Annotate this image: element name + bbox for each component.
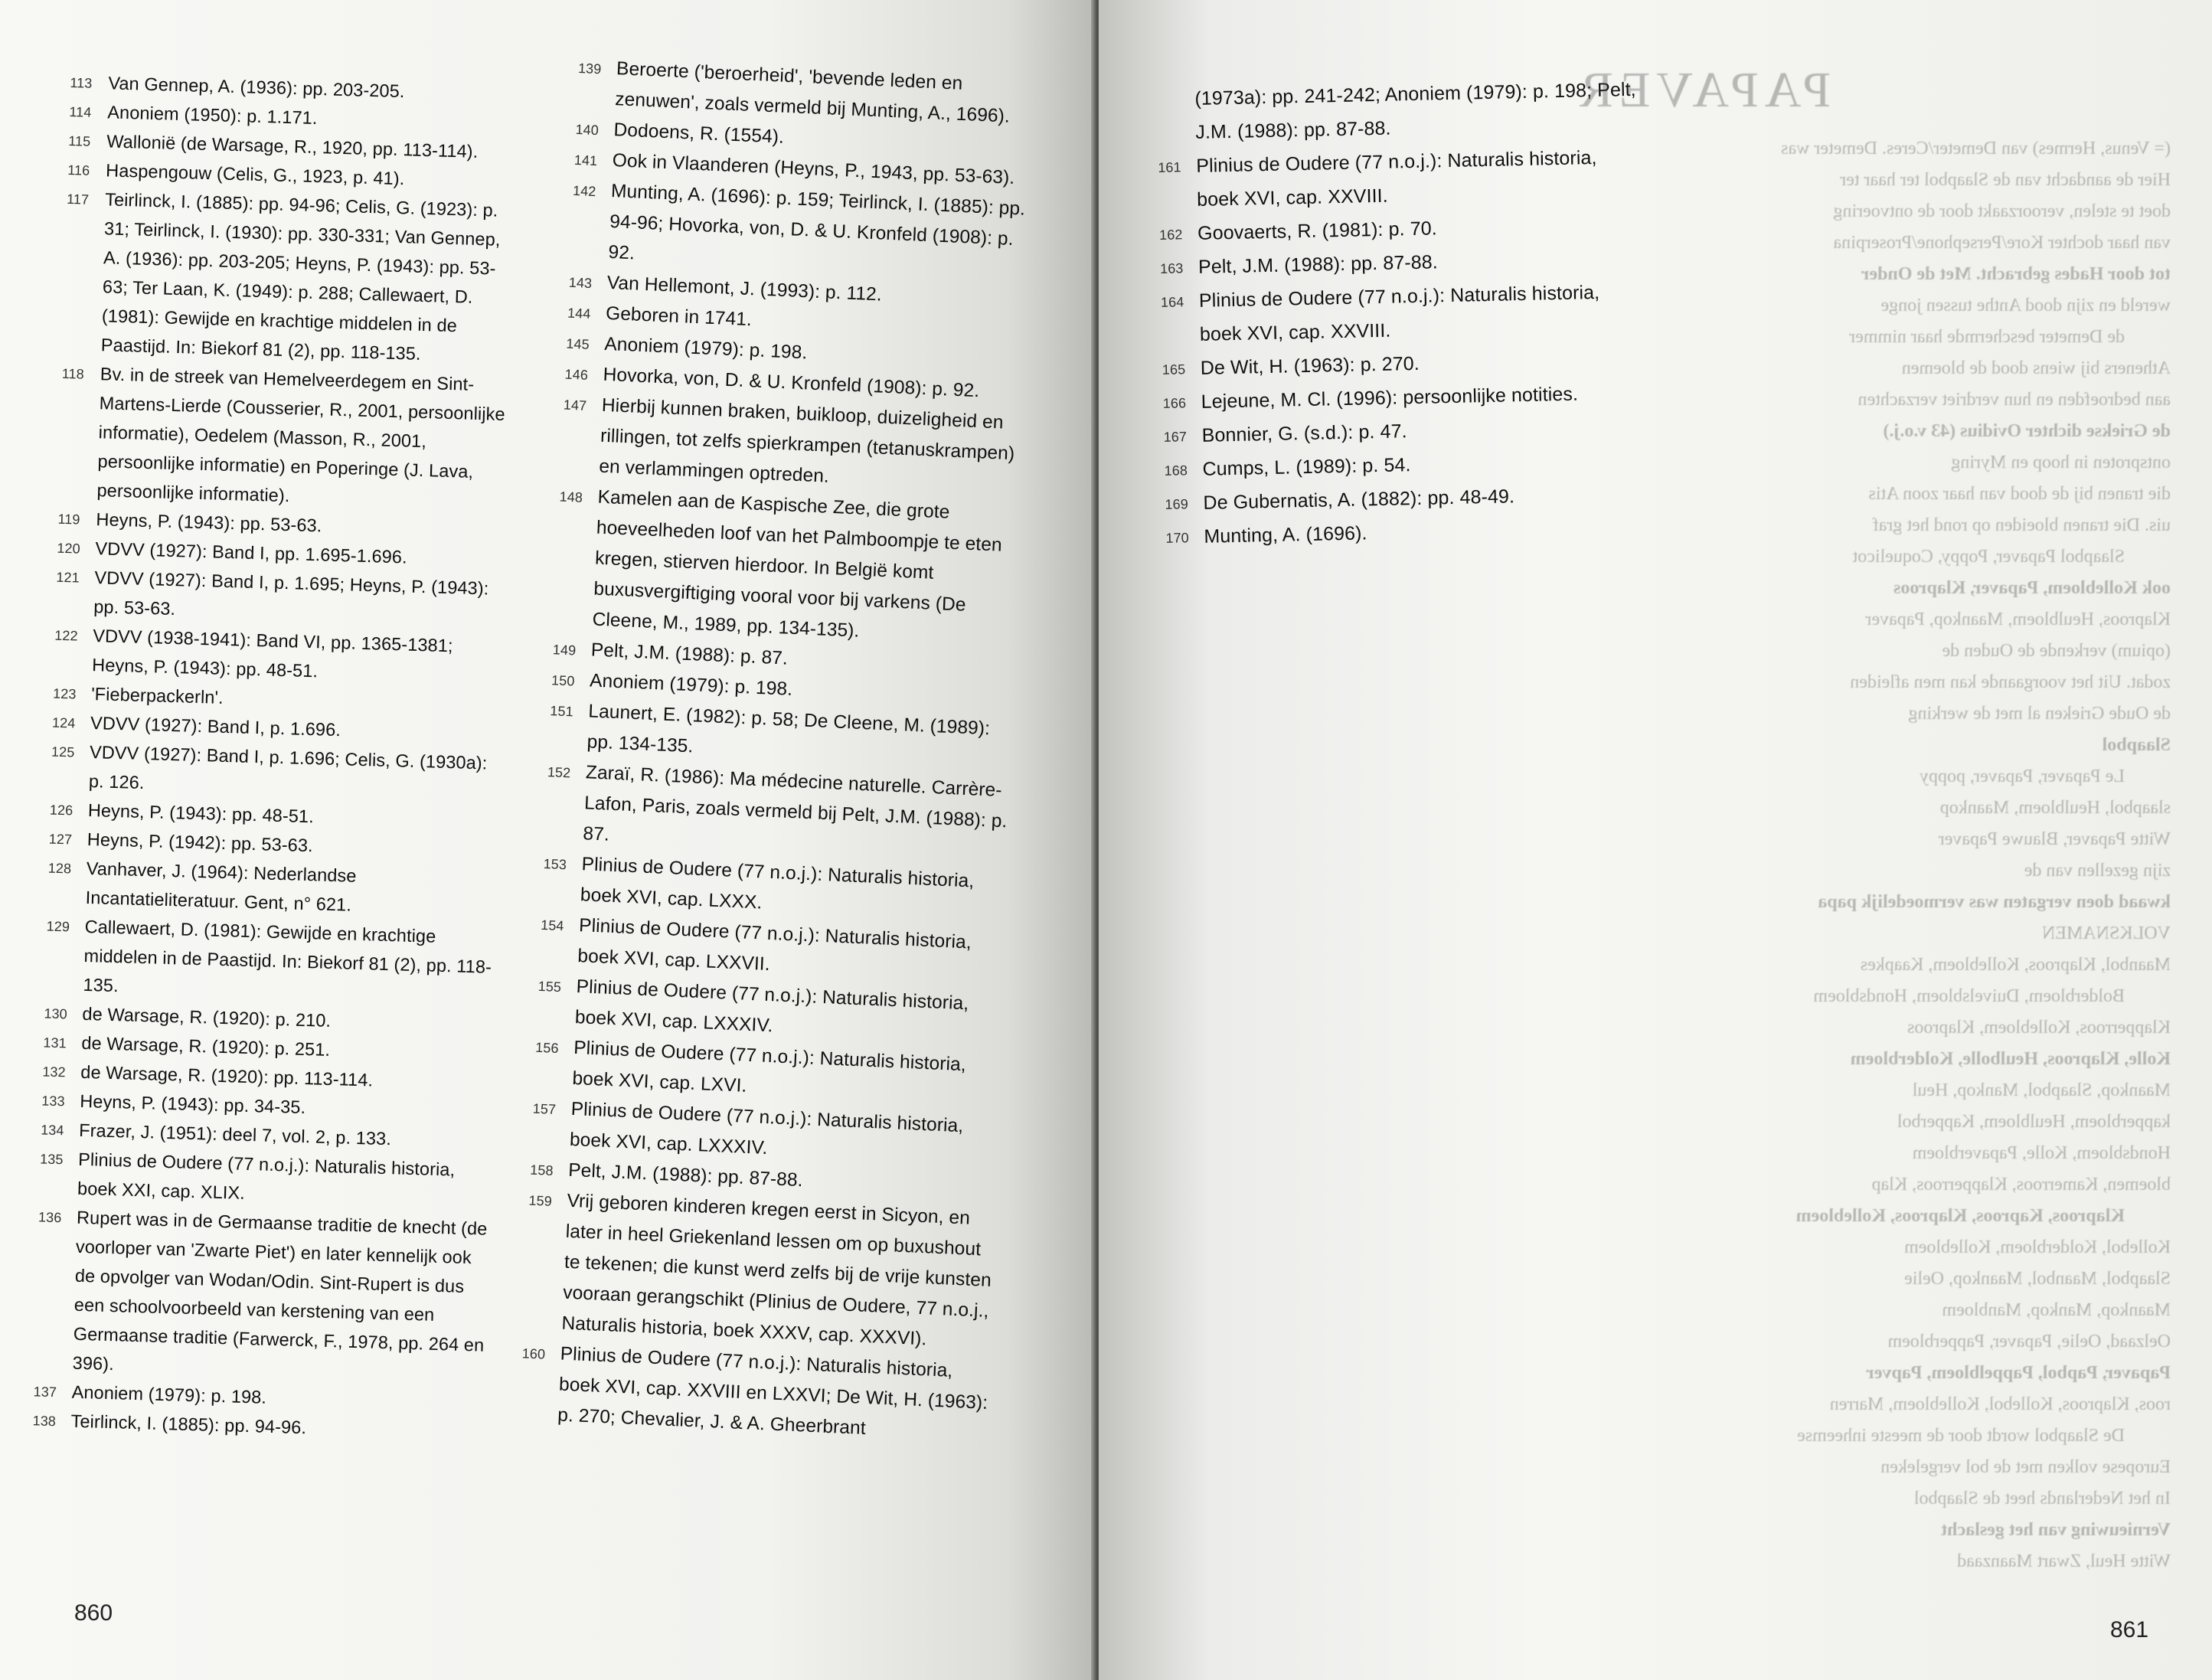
endnote-number: 132 — [42, 1064, 66, 1080]
endnote-text: Plinius de Oudere (77 n.o.j.): Naturalis historia, boek XVI, cap. LXVI. — [571, 1037, 967, 1097]
show-through-line: Hier de aandacht van de Slaapbol ter haar ter — [1840, 170, 2171, 190]
endnote-number: 114 — [69, 103, 92, 120]
endnote-number: 141 — [573, 152, 598, 169]
show-through-line: Maanbol, Klaproos, Kollebloem, Kaapkes — [1860, 955, 2171, 975]
endnote-number: 127 — [48, 831, 73, 848]
show-through-line: Hondsbloem, Kolle, Papaverbloem — [1912, 1143, 2171, 1163]
show-through-line: De Slaapbol wordt door de meeste inheemse — [1797, 1426, 2125, 1446]
endnote-number: 149 — [552, 642, 577, 659]
page-number-right: 861 — [2110, 1617, 2149, 1642]
endnote-text: Lejeune, M. Cl. (1996): persoonlijke notities. — [1201, 383, 1579, 413]
endnote-text: Goovaerts, R. (1981): p. 70. — [1197, 217, 1438, 244]
endnotes-column-2 — [518, 52, 1049, 1450]
show-through-line: Slaapbol — [2102, 735, 2171, 755]
endnote-number: 146 — [564, 366, 589, 383]
endnote-text: Plinius de Oudere (77 n.o.j.): Naturalis historia, boek XVI, cap. LXXX. — [580, 854, 975, 914]
endnote-text: Haspengouw (Celis, G., 1923, p. 41). — [105, 160, 405, 189]
endnote-text: Van Gennep, A. (1936): pp. 203-205. — [108, 73, 405, 102]
show-through-line: zijn gezellen van de — [2024, 861, 2171, 881]
show-through-line: Europese volken met de bol vergeleken — [1880, 1457, 2171, 1477]
endnote-number: 128 — [47, 860, 72, 877]
endnote-number: 139 — [577, 60, 602, 77]
endnote-text: Zaraï, R. (1986): Ma médecine naturelle. Carrère-Lafon, Paris, zoals vermeld bij Pelt, J.M. (1988): p. 87. — [582, 762, 1008, 845]
endnote-text: VDVV (1927): Band I, pp. 1.695-1.696. — [95, 538, 408, 567]
endnote-item — [58, 358, 514, 516]
endnote-text: VDVV (1927): Band I, p. 1.695; Heyns, P. (1943): pp. 53-63. — [93, 567, 489, 619]
show-through-line: Klaproos, Heulbloem, Maankop, Papaver — [1865, 610, 2171, 629]
show-through-line: wereld en zijn dood Anthe tussen jonge — [1880, 296, 2171, 315]
endnote-text: Callewaert, D. (1981): Gewijde en krachtige middelen in de Paastijd. In: Biekorf 81 (2), pp. 118-135. — [83, 916, 492, 996]
endnote-item — [1156, 73, 1640, 150]
show-through-line: Maankop, Mankop, Manbloem — [1942, 1300, 2171, 1320]
endnote-number: 126 — [49, 802, 74, 819]
endnote-number: 150 — [551, 672, 575, 689]
endnote-number: 129 — [46, 918, 70, 935]
endnote-text: Hovorka, von, D. & U. Kronfeld (1908): p. 92. — [603, 364, 980, 402]
endnote-number: 157 — [532, 1100, 557, 1117]
endnote-number: 160 — [521, 1345, 546, 1362]
endnote-text: Teirlinck, I. (1885): pp. 94-96; Celis, G. (1923): p. 31; Teirlinck, I. (1930): pp. 330-331; Van Gennep, A. (1936): pp. 203-205; Heyns, P. (1943): pp. 53-63; Ter Laan, K. (1949): p. 288; Callewaert, D. (1981): Gewijde en krachtige middelen in de Paastijd. In: Biekorf 81 (2), pp. 118-135. — [100, 189, 501, 364]
show-through-line: Kollebol, Kolderbloem, Kollebloem — [1904, 1237, 2171, 1257]
endnote-text: VDVV (1938-1941): Band VI, pp. 1365-1381; Heyns, P. (1943): pp. 48-51. — [91, 626, 453, 681]
endnote-text: Plinius de Oudere (77 n.o.j.): Naturalis historia, boek XVI, cap. LXXXIV. — [569, 1098, 964, 1159]
endnote-number: 168 — [1164, 462, 1188, 479]
endnote-number: 121 — [56, 569, 80, 586]
endnote-text: Bv. in de streek van Hemelveerdegem en Sint-Martens-Lierde (Cousserier, R., 2001, persoonlijke informatie), Oedelem (Masson, R., 2001, persoonlijke informatie) en Poperinge (J. Lava, persoonlijke informatie). — [96, 364, 506, 506]
show-through-line: doet te stelen, veroorzaakt door de ontvoering — [1833, 201, 2171, 221]
endnote-item — [62, 184, 518, 371]
page-number-left: 860 — [74, 1600, 113, 1626]
endnote-text: Anoniem (1950): p. 1.171. — [107, 102, 318, 129]
endnote-number: 154 — [540, 917, 564, 934]
show-through-line: Oelzaad, Oelie, Papaver, Papperbloem — [1887, 1332, 2171, 1352]
show-through-line: ook Kollebloem, Papaver, Klaproos — [1893, 578, 2171, 598]
show-through-line: Maankop, Slaapbol, Mankop, Heul — [1912, 1080, 2171, 1100]
show-through-line: uis. Die tranen bloeiden op rond het graf — [1872, 515, 2171, 535]
endnotes-column-1 — [32, 67, 522, 1447]
left-page — [0, 0, 1095, 1680]
show-through-line: ontsproten in hoop en Myring — [1951, 453, 2171, 472]
endnote-item — [554, 480, 1031, 654]
endnote-item — [523, 1185, 1000, 1358]
endnote-number: 123 — [52, 685, 77, 702]
endnote-text: Vanhaver, J. (1964): Nederlandse Incantatieliteratuur. Gent, n° 621. — [85, 858, 357, 915]
endnote-text: Frazer, J. (1951): deel 7, vol. 2, p. 133. — [78, 1119, 392, 1149]
endnote-number: 122 — [54, 627, 78, 644]
endnote-text: de Warsage, R. (1920): p. 210. — [82, 1003, 332, 1031]
endnote-text: Plinius de Oudere (77 n.o.j.): Naturalis historia, boek XVI, cap. LXXXIV. — [574, 976, 969, 1037]
show-through-line: roos, Klaproos, Kollebol, Kollebloem, Marren — [1829, 1394, 2171, 1414]
endnote-number: 159 — [528, 1192, 553, 1209]
endnote-number: 138 — [32, 1413, 57, 1430]
show-through-line: tot door Hades gebracht. Met de Onder — [1861, 264, 2171, 284]
endnote-text: VDVV (1927): Band I, p. 1.696. — [90, 713, 341, 740]
endnote-text: VDVV (1927): Band I, p. 1.696; Celis, G. (1930a): p. 126. — [88, 742, 488, 793]
endnote-text: Dodoens, R. (1554). — [613, 119, 785, 148]
show-through-lines — [1573, 133, 2171, 1577]
endnote-text: De Wit, H. (1963): p. 270. — [1200, 352, 1420, 379]
endnote-text: Beroerte ('beroerheid', 'bevende leden en zenuwen', zoals vermeld bij Munting, A., 1696). — [614, 58, 1011, 127]
endnote-text: Heyns, P. (1943): pp. 34-35. — [79, 1090, 306, 1118]
endnote-number: 165 — [1162, 361, 1186, 378]
endnote-text: Cumps, L. (1989): p. 54. — [1202, 454, 1411, 480]
endnote-text: Vrij geboren kinderen kregen eerst in Sicyon, en later in heel Griekenland lessen om op buxushout te tekenen; die kunst werd zelfs bij de vrije kunsten vooraan gerangschikt (Plinius de Oudere, 77 n.o.j., Naturalis historia, boek XXXV, cap. XXXVI). — [560, 1190, 992, 1350]
endnote-number: 162 — [1158, 227, 1183, 243]
show-through-line: de Oude Grieken al met de werking — [1908, 704, 2171, 724]
endnote-number: 125 — [51, 744, 75, 760]
endnote-number: 155 — [537, 978, 562, 995]
endnote-number: 135 — [39, 1151, 64, 1168]
endnote-number: 119 — [57, 511, 80, 528]
endnote-text: Geboren in 1741. — [605, 302, 753, 331]
endnote-number: 147 — [563, 397, 587, 413]
show-through-line: Atheners bij wiens dood de bloemen — [1901, 358, 2171, 378]
endnote-text: Launert, E. (1982): p. 58; De Cleene, M. (1989): pp. 134-135. — [586, 701, 991, 757]
endnote-number: 142 — [572, 182, 596, 200]
endnote-number: 115 — [68, 132, 91, 149]
endnote-number: 170 — [1165, 530, 1190, 546]
endnote-text: Plinius de Oudere (77 n.o.j.): Naturalis historia, boek XVI, cap. LXXVII. — [577, 915, 972, 976]
endnote-text: Hierbij kunnen braken, buikloop, duizeligheid en rillingen, tot zelfs spierkrampen (tetanuskrampen) en verlammingen optreden. — [598, 394, 1015, 487]
show-through-line: VOLKSNAMEN — [2042, 923, 2171, 943]
endnote-text: Anoniem (1979): p. 198. — [589, 670, 793, 700]
endnote-number: 169 — [1165, 496, 1189, 512]
endnote-number: 145 — [565, 335, 590, 352]
show-through-line: Papaver, Papbol, Pappelbloem, Papver — [1866, 1363, 2171, 1383]
show-through-line: de Demeter beschermde haar nimmer — [1849, 327, 2125, 347]
endnote-text: Pelt, J.M. (1988): pp. 87-88. — [567, 1159, 804, 1191]
endnote-number: 152 — [547, 764, 571, 781]
endnote-text: Bonnier, G. (s.d.): p. 47. — [1201, 420, 1407, 446]
show-through-line: In het Nederlands heet de Slaapbol — [1913, 1489, 2171, 1508]
show-through-line: Bolderbloem, Duivelsbloem, Hondsbloem — [1813, 986, 2125, 1006]
endnote-number: 133 — [41, 1093, 65, 1110]
endnote-text: Van Hellemont, J. (1993): p. 112. — [606, 272, 883, 306]
show-through-line: (opium) verkende de Ouden de — [1942, 641, 2171, 661]
endnote-number: 143 — [568, 274, 593, 292]
show-through-line: zodat. Uit het voorgaande kan men afleiden — [1850, 672, 2171, 692]
endnote-number: 124 — [51, 714, 76, 731]
show-through-line: Slaapbol Papaver, Poppy, Coquelicot — [1852, 547, 2125, 567]
endnote-text: Heyns, P. (1942): pp. 53-63. — [87, 829, 314, 856]
endnote-text: Plinius de Oudere (77 n.o.j.): Naturalis historia, boek XVI, cap. XXVIII. — [1195, 146, 1597, 211]
show-through-title: PAPAVER — [1573, 62, 1831, 118]
endnote-number: 140 — [575, 121, 600, 139]
show-through-line: Slaapbol, Maanbol, Maankop, Oelie — [1904, 1269, 2171, 1289]
endnote-text: Rupert was in de Germaanse traditie de knecht (de voorloper van 'Zwarte Piet') en later kennelijk ook de opvolger van Wodan/Odin. Sint-Rupert is dus een schoolvoorbeeld van kerstening van een Germaanse traditie (Farwerck, F., 1978, pp. 264 en 396). — [72, 1207, 488, 1374]
show-through-line: Witte Heul, Zwart Maanzaad — [1957, 1551, 2171, 1571]
show-through-line: de Griekse dichter Ovidius (43 v.o.j.) — [1883, 421, 2171, 441]
show-through-line: die tranen bij de dood van haar zoon Atis — [1868, 484, 2171, 504]
endnote-text: Ook in Vlaanderen (Heyns, P., 1943, pp. 53-63). — [612, 150, 1015, 188]
endnote-text: Plinius de Oudere (77 n.o.j.): Naturalis historia, boek XVI, cap. XXVIII. — [1198, 281, 1600, 345]
endnote-number: 130 — [44, 1005, 68, 1022]
show-through-line: Kolle, Klaproos, Heulbolle, Kolderbloem — [1850, 1049, 2171, 1069]
endnote-number: 134 — [40, 1122, 64, 1139]
endnote-number: 144 — [567, 305, 591, 322]
endnote-text: Heyns, P. (1943): pp. 53-63. — [96, 509, 322, 536]
endnote-item — [1161, 275, 1645, 352]
endnote-text: Plinius de Oudere (77 n.o.j.): Naturalis historia, boek XVI, cap. XXVIII en LXXVI; De Wit, H. (1963): p. 270; Chevalier, J. & A. Gheerbrant — [557, 1343, 988, 1440]
endnote-number: 116 — [67, 162, 90, 178]
endnote-text: Anoniem (1979): p. 198. — [71, 1381, 267, 1407]
endnote-item — [1158, 140, 1642, 217]
endnote-text: Heyns, P. (1943): pp. 48-51. — [87, 800, 315, 827]
endnote-number: 113 — [70, 74, 93, 91]
endnote-text: Wallonië (de Warsage, R., 1920, pp. 113-114). — [106, 131, 479, 162]
endnote-number: 167 — [1163, 429, 1188, 445]
endnote-number: 163 — [1159, 260, 1184, 276]
endnote-text: Munting, A. (1696): p. 159; Teirlinck, I. (1885): pp. 94-96; Hovorka, von, D. & U. Kronfeld (1908): p. 92. — [608, 181, 1026, 264]
endnote-text: Pelt, J.M. (1988): pp. 87-88. — [1197, 251, 1439, 278]
show-through-line: Klapperroos, Kollebloem, Klaproos — [1907, 1018, 2171, 1038]
endnote-text: de Warsage, R. (1920): p. 251. — [81, 1032, 331, 1060]
show-through-line: van haar dochter Kore/Persephone/Proserpina — [1833, 233, 2171, 253]
show-through-line: Le Papaver, Papaver, poppy — [1920, 766, 2125, 786]
endnote-number: 158 — [529, 1162, 554, 1178]
endnote-number: 137 — [33, 1384, 57, 1401]
endnote-text: de Warsage, R. (1920): pp. 113-114. — [80, 1061, 374, 1090]
endnote-number: 148 — [559, 489, 583, 505]
endnote-text: Munting, A. (1696). — [1204, 522, 1367, 547]
endnote-item — [34, 1201, 490, 1388]
show-through-line: (= Venus, Hermes) van Demeter/Ceres. Demeter was — [1781, 139, 2171, 159]
endnote-number: 161 — [1158, 159, 1181, 175]
show-through-line: slaapbol, Heulbloem, Maankop — [1939, 798, 2171, 818]
endnote-text: Plinius de Oudere (77 n.o.j.): Naturalis historia, boek XXI, cap. XLIX. — [77, 1149, 456, 1203]
show-through-line: Klaproos, Kaproos, Klaproos, Kollebloem — [1795, 1206, 2125, 1226]
endnote-item — [44, 911, 498, 1011]
endnote-text: 'Fieberpackerln'. — [90, 684, 224, 708]
endnote-number: 164 — [1160, 294, 1184, 310]
show-through-line: Vernieuwing van het geslacht — [1941, 1520, 2171, 1540]
endnote-text: De Gubernatis, A. (1882): pp. 48-49. — [1203, 485, 1515, 514]
endnote-text: Teirlinck, I. (1885): pp. 94-96. — [70, 1410, 307, 1438]
endnote-number: 151 — [550, 703, 574, 720]
endnote-number: 118 — [61, 365, 85, 382]
show-through-text — [1573, 61, 2171, 1585]
endnote-number: 156 — [534, 1039, 560, 1057]
endnote-number: 131 — [43, 1034, 67, 1051]
endnote-number: 117 — [66, 191, 90, 208]
show-through-line: kapperbloem, Heulbloem, Kapperbol — [1897, 1112, 2171, 1132]
endnote-number: 153 — [543, 855, 567, 873]
show-through-line: bloemen, Kamerroos, Klapperroos, Klap — [1871, 1175, 2171, 1195]
endnote-text: Pelt, J.M. (1988): p. 87. — [590, 639, 789, 669]
endnote-text: (1973a): pp. 241-242; Anoniem (1979): p. 198; Pelt, J.M. (1988): pp. 87-88. — [1194, 78, 1636, 143]
endnote-number: 136 — [38, 1209, 62, 1226]
endnote-item — [518, 1337, 993, 1450]
show-through-line: kwaad doen vergaten was vermoedelijk papa — [1818, 892, 2171, 912]
endnote-text: Kamelen aan de Kaspische Zee, die grote hoeveelheden loof van het Palmboompje te eten kregen, stierven hierdoor. In België komt buxusvergiftiging vooral voor bij varkens (De Cleene, M., 1989, pp. 134-135). — [592, 486, 1003, 642]
endnote-text: Anoniem (1979): p. 198. — [603, 333, 808, 364]
endnote-number: 166 — [1162, 395, 1187, 411]
show-through-line: Witte Papaver, Blauwe Papaver — [1938, 829, 2171, 849]
show-through-line: aan bedroefden en hun verdriet verzachten — [1857, 390, 2171, 410]
endnote-number: 120 — [57, 540, 81, 557]
